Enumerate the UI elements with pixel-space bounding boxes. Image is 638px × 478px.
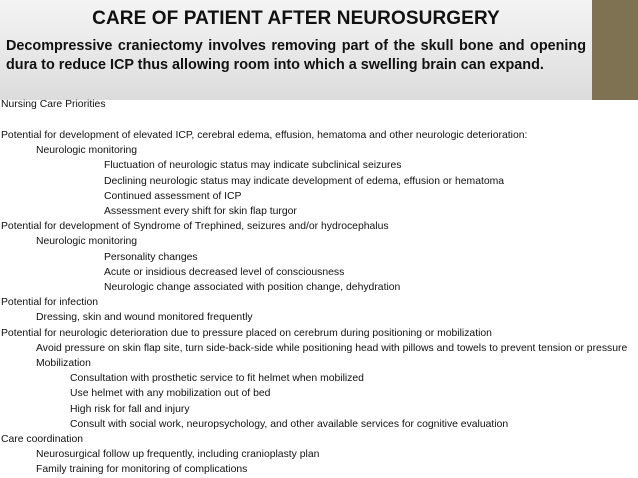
accent-block [592,0,638,100]
slide-subtitle: Decompressive craniectomy involves removing part of the skull bone and opening dura to reduce ICP thus allowing room into which a swelling brain can expand. [6,38,586,73]
document-line-level-3: Continued assessment of ICP [104,190,242,202]
document-line-level-1: Avoid pressure on skin flap site, turn side-back-side while positioning head with pillows and towels to prevent tension or pressure [36,342,628,354]
document-line-level-3: Acute or insidious decreased level of consciousness [104,266,345,278]
document-line-level-3: Fluctuation of neurologic status may indicate subclinical seizures [104,160,402,172]
document-line-level-2: Consultation with prosthetic service to fit helmet when mobilized [70,373,364,385]
document-line-level-0: Potential for development of elevated ICP, cerebral edema, effusion, hematoma and other neurologic deterioration: [1,130,528,141]
document-line-level-1: Neurosurgical follow up frequently, including cranioplasty plan [36,449,320,461]
document-line-level-3: Neurologic change associated with position change, dehydration [104,282,401,293]
document-line-level-2: Use helmet with any mobilization out of bed [70,388,271,400]
slide-title: CARE OF PATIENT AFTER NEUROSURGERY [92,8,500,29]
document-heading: Nursing Care Priorities [1,99,106,110]
document-line-level-3: Personality changes [104,251,198,263]
document-line-level-1: Mobilization [36,358,91,369]
document-line-level-1: Family training for monitoring of complications [36,464,248,476]
document-line-level-2: Consult with social work, neuropsychology, and other available services for cognitive evaluation [70,418,509,430]
document-line-level-3: Assessment every shift for skin flap turgor [104,206,297,217]
document-line-level-0: Care coordination [1,434,84,445]
document-line-level-0: Potential for infection [1,297,99,309]
document-line-level-0: Potential for development of Syndrome of Trephined, seizures and/or hydrocephalus [1,221,389,233]
document-line-level-1: Dressing, skin and wound monitored frequently [36,312,253,324]
document-line-level-3: Declining neurologic status may indicate development of edema, effusion or hematoma [104,175,505,187]
document-line-level-2: High risk for fall and injury [70,403,190,415]
document-body [0,97,638,478]
document-line-level-1: Neurologic monitoring [36,145,138,157]
document-line-level-1: Neurologic monitoring [36,236,138,248]
document-line-level-0: Potential for neurologic deterioration due to pressure placed on cerebrum during positioning or mobilization [1,327,492,339]
